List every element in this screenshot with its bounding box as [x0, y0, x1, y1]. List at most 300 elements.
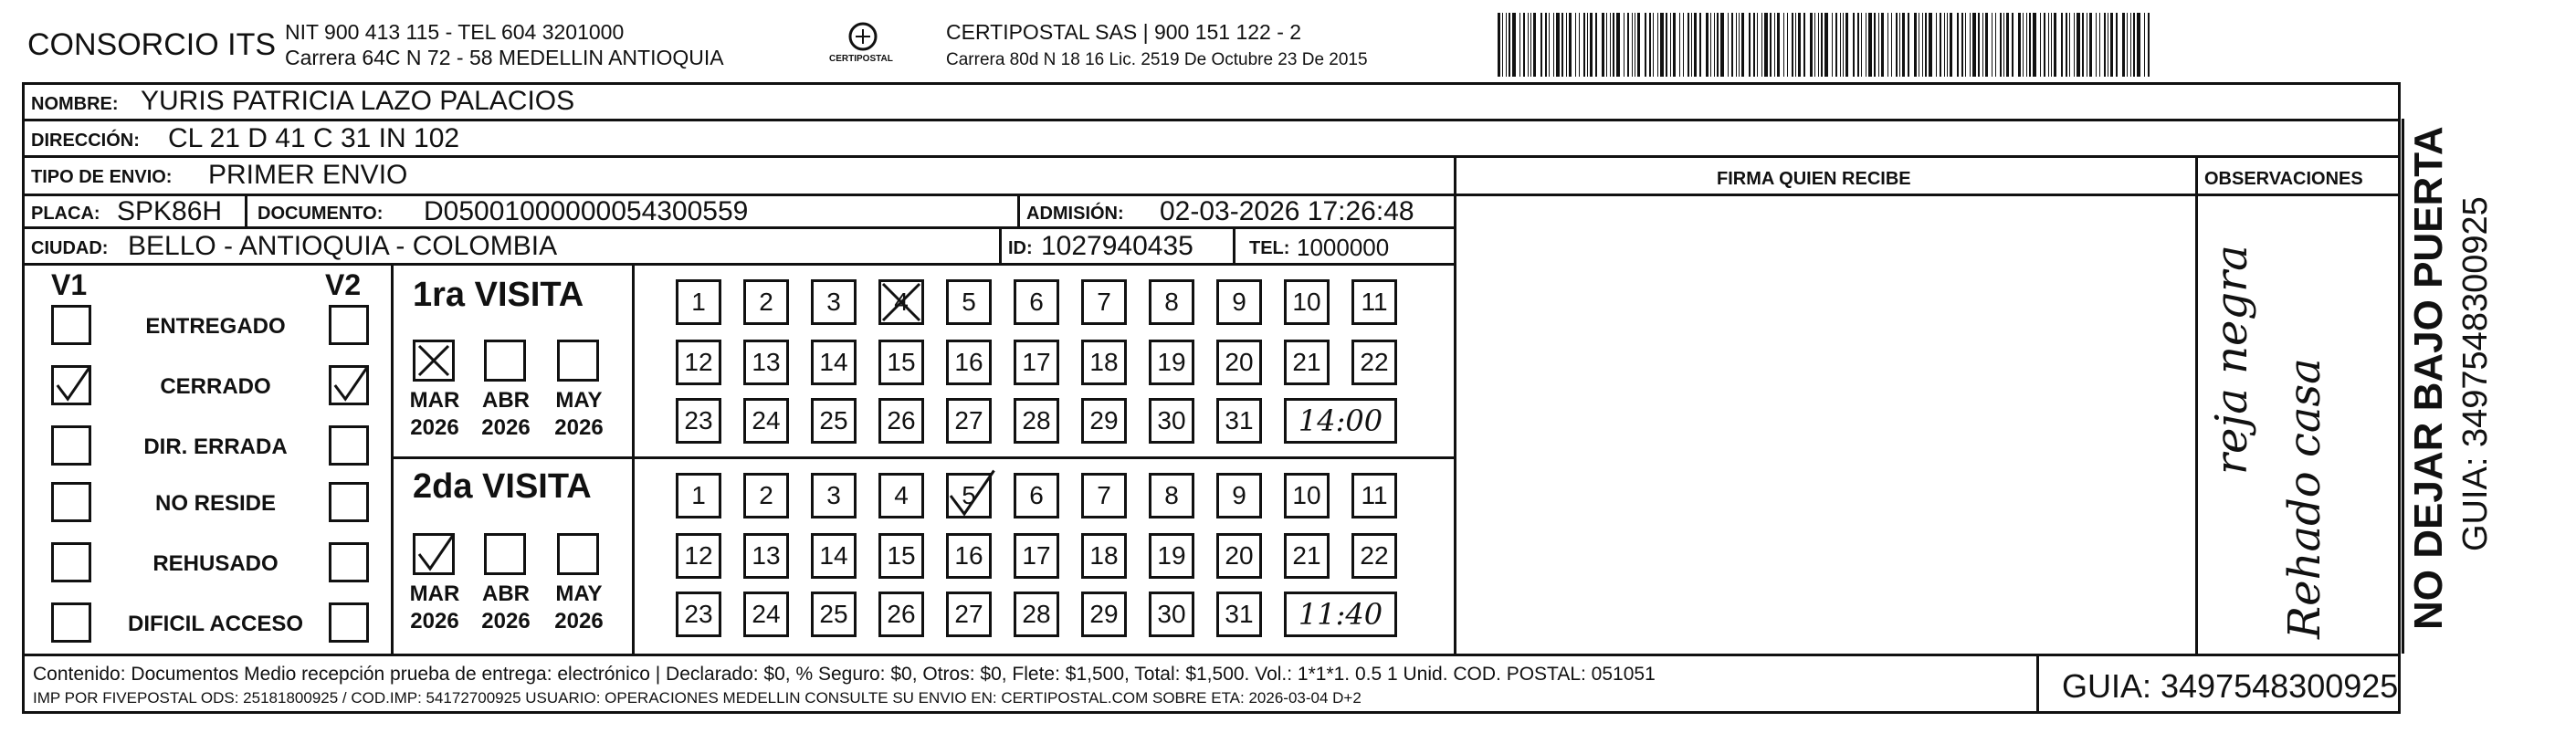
observaciones-header: OBSERVACIONES	[2204, 169, 2363, 189]
day-box[interactable]	[1014, 473, 1059, 518]
barcode-bar	[2040, 13, 2041, 77]
day-box[interactable]	[1149, 398, 1194, 444]
barcode	[1498, 13, 2155, 77]
barcode-bar	[2089, 13, 2092, 77]
day-box[interactable]	[811, 340, 857, 385]
ciudad-label: CIUDAD:	[31, 238, 109, 258]
barcode-bar	[1717, 13, 1719, 77]
barcode-bar	[1566, 13, 1567, 77]
day-number: 3	[826, 288, 841, 316]
barcode-bar	[1950, 13, 1952, 77]
day-number: 31	[1225, 406, 1254, 435]
barcode-bar	[1965, 13, 1966, 77]
day-box[interactable]	[811, 473, 857, 518]
month-checkbox[interactable]	[413, 533, 455, 575]
barcode-bar	[1691, 13, 1692, 77]
barcode-bar	[1530, 13, 1531, 77]
day-box[interactable]	[676, 473, 721, 518]
barcode-bar	[1845, 13, 1848, 77]
day-box[interactable]	[878, 533, 924, 579]
day-box[interactable]	[1149, 592, 1194, 637]
v1-checkbox[interactable]	[51, 542, 91, 582]
barcode-bar	[2044, 13, 2045, 77]
day-number: 23	[684, 406, 713, 435]
barcode-bar	[1602, 13, 1604, 77]
barcode-bar	[1970, 13, 1971, 77]
barcode-bar	[2012, 13, 2013, 77]
day-box[interactable]	[1284, 533, 1330, 579]
barcode-bar	[1627, 13, 1629, 77]
company-info-line-2: Carrera 64C N 72 - 58 MEDELLIN ANTIOQUIA	[285, 46, 724, 69]
day-box[interactable]	[878, 340, 924, 385]
month-name: MAR	[409, 388, 460, 413]
month-name: ABR	[482, 388, 530, 413]
check-mark-icon	[415, 536, 452, 572]
barcode-bar	[1770, 13, 1772, 77]
barcode-bar	[2033, 13, 2036, 77]
barcode-bar	[1982, 13, 1983, 77]
visit-time-box[interactable]: 11:40	[1284, 592, 1397, 637]
day-box[interactable]	[946, 473, 992, 518]
documento-label: DOCUMENTO:	[258, 204, 384, 224]
visit-2-title: 2da VISITA	[413, 467, 592, 506]
day-number: 21	[1292, 541, 1321, 570]
day-number: 31	[1225, 600, 1254, 628]
admision-label: ADMISIÓN:	[1026, 204, 1124, 224]
barcode-bar	[1821, 13, 1823, 77]
barcode-bar	[1761, 13, 1762, 77]
month-label	[542, 581, 615, 635]
v2-label: V2	[325, 268, 362, 301]
visit-time-box[interactable]: 14:00	[1284, 398, 1397, 444]
barcode-bar	[1523, 13, 1525, 77]
day-number: 21	[1292, 348, 1321, 376]
day-box[interactable]	[946, 398, 992, 444]
v1-checkbox[interactable]	[51, 425, 91, 466]
month-year: 2026	[481, 415, 531, 440]
day-box[interactable]	[743, 398, 789, 444]
barcode-bar	[1706, 13, 1709, 77]
day-box[interactable]	[1284, 279, 1330, 325]
barcode-bar	[1783, 13, 1784, 77]
barcode-bar	[1679, 13, 1680, 77]
visit-1-title: 1ra VISITA	[413, 276, 584, 314]
barcode-bar	[1936, 13, 1937, 77]
day-box[interactable]	[946, 592, 992, 637]
barcode-bar	[1899, 13, 1900, 77]
documento-value: D05001000000054300559	[424, 196, 749, 226]
day-number: 18	[1089, 348, 1119, 376]
day-box[interactable]	[1081, 340, 1127, 385]
day-box[interactable]	[878, 592, 924, 637]
barcode-bar	[1519, 13, 1520, 77]
barcode-bar	[1972, 13, 1976, 77]
day-box[interactable]	[1081, 398, 1127, 444]
day-number: 7	[1097, 481, 1111, 509]
day-box[interactable]	[743, 592, 789, 637]
day-number: 30	[1157, 406, 1186, 435]
day-box[interactable]	[1149, 340, 1194, 385]
barcode-bar	[2018, 13, 2021, 77]
barcode-bar	[1616, 13, 1620, 77]
day-box[interactable]	[878, 279, 924, 325]
day-box[interactable]	[676, 340, 721, 385]
barcode-bar	[1774, 13, 1775, 77]
month-year: 2026	[481, 609, 531, 634]
day-box[interactable]	[878, 473, 924, 518]
barcode-bar	[1590, 13, 1593, 77]
day-number: 3	[826, 481, 841, 509]
v1-checkbox[interactable]	[51, 365, 91, 405]
admision-value: 02-03-2026 17:26:48	[1160, 196, 1414, 226]
v2-checkbox[interactable]	[329, 482, 369, 522]
barcode-bar	[1509, 13, 1510, 77]
barcode-bar	[2122, 13, 2125, 77]
day-number: 20	[1225, 541, 1254, 570]
day-box[interactable]	[743, 533, 789, 579]
barcode-bar	[1764, 13, 1768, 77]
month-label	[542, 387, 615, 442]
month-checkbox[interactable]	[484, 533, 526, 575]
barcode-bar	[1853, 13, 1855, 77]
barcode-bar	[1922, 13, 1923, 77]
status-label: NO RESIDE	[154, 491, 277, 516]
ciudad-value: BELLO - ANTIOQUIA - COLOMBIA	[128, 231, 558, 261]
barcode-bar	[2099, 13, 2100, 77]
day-number: 29	[1089, 406, 1119, 435]
barcode-bar	[1810, 13, 1813, 77]
day-number: 26	[887, 406, 916, 435]
day-box[interactable]	[676, 398, 721, 444]
barcode-bar	[1757, 13, 1758, 77]
day-box[interactable]	[1216, 592, 1262, 637]
barcode-bar	[1569, 13, 1572, 77]
day-box[interactable]	[1284, 340, 1330, 385]
day-number: 26	[887, 600, 916, 628]
month-checkbox[interactable]	[484, 340, 526, 382]
barcode-bar	[1840, 13, 1841, 77]
barcode-bar	[1649, 13, 1651, 77]
barcode-bar	[1553, 13, 1554, 77]
barcode-bar	[1506, 13, 1507, 77]
day-box[interactable]	[1014, 279, 1059, 325]
barcode-bar	[1613, 13, 1614, 77]
barcode-bar	[2026, 13, 2027, 77]
barcode-bar	[1728, 13, 1729, 77]
barcode-bar	[1549, 13, 1550, 77]
barcode-bar	[1579, 13, 1580, 77]
day-box[interactable]	[1014, 398, 1059, 444]
day-box[interactable]	[946, 533, 992, 579]
day-number: 1	[691, 288, 706, 316]
barcode-bar	[1795, 13, 1796, 77]
day-number: 29	[1089, 600, 1119, 628]
barcode-bar	[2110, 13, 2113, 77]
day-number: 28	[1022, 600, 1051, 628]
month-label	[469, 387, 542, 442]
day-number: 2	[759, 481, 773, 509]
day-number: 8	[1164, 288, 1179, 316]
barcode-bar	[1881, 13, 1884, 77]
day-box[interactable]	[1014, 340, 1059, 385]
direccion-value: CL 21 D 41 C 31 IN 102	[168, 123, 460, 153]
barcode-bar	[2000, 13, 2002, 77]
day-box[interactable]	[1351, 533, 1397, 579]
day-number: 19	[1157, 541, 1186, 570]
v1-checkbox[interactable]	[51, 602, 91, 643]
day-box[interactable]	[1014, 533, 1059, 579]
barcode-bar	[1657, 13, 1658, 77]
barcode-bar	[2048, 13, 2049, 77]
barcode-bar	[2104, 13, 2106, 77]
barcode-bar	[1814, 13, 1815, 77]
barcode-bar	[1502, 13, 1503, 77]
v1-checkbox[interactable]	[51, 305, 91, 345]
certipostal-logo-text: CERTIPOSTAL	[829, 54, 893, 64]
barcode-bar	[1710, 13, 1711, 77]
barcode-bar	[1660, 13, 1664, 77]
barcode-bar	[1803, 13, 1805, 77]
barcode-bar	[1670, 13, 1671, 77]
barcode-bar	[1798, 13, 1801, 77]
day-box[interactable]	[676, 279, 721, 325]
month-checkbox[interactable]	[557, 340, 599, 382]
v2-checkbox[interactable]	[329, 542, 369, 582]
direccion-label: DIRECCIÓN:	[31, 131, 140, 151]
no-dejar-warning: NO DEJAR BAJO PUERTA	[2406, 126, 2451, 630]
placa-value: SPK86H	[117, 196, 223, 226]
day-box[interactable]	[811, 533, 857, 579]
day-number: 22	[1360, 348, 1389, 376]
barcode-bar	[1583, 13, 1585, 77]
barcode-bar	[1575, 13, 1576, 77]
barcode-bar	[1792, 13, 1793, 77]
barcode-bar	[2066, 13, 2067, 77]
barcode-bar	[1606, 13, 1607, 77]
day-box[interactable]	[1351, 279, 1397, 325]
barcode-bar	[1878, 13, 1879, 77]
nombre-label: NOMBRE:	[31, 94, 119, 114]
day-box[interactable]	[676, 592, 721, 637]
day-box[interactable]	[1081, 279, 1127, 325]
day-number: 12	[684, 541, 713, 570]
day-number: 9	[1232, 481, 1246, 509]
barcode-bar	[2096, 13, 2097, 77]
day-box[interactable]	[1081, 473, 1127, 518]
v2-checkbox[interactable]	[329, 602, 369, 643]
barcode-bar	[2130, 13, 2131, 77]
day-box[interactable]	[1351, 473, 1397, 518]
day-box[interactable]	[1216, 398, 1262, 444]
day-number: 24	[752, 406, 781, 435]
id-value: 1027940435	[1041, 231, 1193, 261]
day-box[interactable]	[743, 279, 789, 325]
day-box[interactable]	[1216, 340, 1262, 385]
barcode-bar	[1929, 13, 1932, 77]
month-label	[469, 581, 542, 635]
barcode-bar	[1632, 13, 1633, 77]
barcode-bar	[1978, 13, 1980, 77]
status-label: CERRADO	[160, 374, 271, 399]
v1-label: V1	[51, 268, 88, 301]
barcode-bar	[1818, 13, 1819, 77]
day-box[interactable]	[1081, 533, 1127, 579]
day-box[interactable]	[811, 592, 857, 637]
barcode-bar	[1561, 13, 1563, 77]
barcode-bar	[1868, 13, 1872, 77]
barcode-bar	[1714, 13, 1715, 77]
month-name: MAY	[555, 388, 603, 413]
v2-checkbox[interactable]	[329, 425, 369, 466]
day-box[interactable]	[1149, 473, 1194, 518]
barcode-bar	[1874, 13, 1876, 77]
day-number: 2	[759, 288, 773, 316]
barcode-bar	[2116, 13, 2118, 77]
day-number: 12	[684, 348, 713, 376]
barcode-bar	[1688, 13, 1689, 77]
day-number: 5	[962, 288, 976, 316]
barcode-bar	[1533, 13, 1536, 77]
day-box[interactable]	[1149, 533, 1194, 579]
day-box[interactable]	[1284, 473, 1330, 518]
barcode-bar	[1498, 13, 1500, 77]
day-box[interactable]	[743, 473, 789, 518]
day-box[interactable]	[1081, 592, 1127, 637]
day-box[interactable]	[676, 533, 721, 579]
barcode-bar	[1545, 13, 1547, 77]
day-box[interactable]	[946, 340, 992, 385]
month-label	[398, 387, 471, 442]
day-number: 7	[1097, 288, 1111, 316]
day-number: 1	[691, 481, 706, 509]
day-number: 11	[1361, 288, 1388, 316]
tipo-envio-value: PRIMER ENVIO	[208, 160, 408, 190]
barcode-bar	[1902, 13, 1905, 77]
day-number: 25	[819, 406, 848, 435]
month-year: 2026	[554, 415, 604, 440]
day-number: 28	[1022, 406, 1051, 435]
tel-value: 1000000	[1297, 234, 1390, 261]
day-number: 16	[954, 541, 983, 570]
id-label: ID:	[1008, 238, 1033, 258]
barcode-bar	[2137, 13, 2140, 77]
cross-mark-icon	[878, 279, 924, 325]
barcode-bar	[2133, 13, 2135, 77]
month-checkbox[interactable]	[413, 340, 455, 382]
barcode-bar	[1896, 13, 1898, 77]
month-name: ABR	[482, 581, 530, 606]
v2-checkbox[interactable]	[329, 305, 369, 345]
status-label: ENTREGADO	[145, 314, 286, 339]
day-number: 11	[1361, 481, 1388, 509]
barcode-bar	[1887, 13, 1888, 77]
day-box[interactable]	[1216, 533, 1262, 579]
side-guia: GUIA: 3497548300925	[2456, 196, 2495, 551]
day-number: 18	[1089, 541, 1119, 570]
day-box[interactable]	[946, 279, 992, 325]
status-label: DIR. ERRADA	[143, 435, 288, 459]
barcode-bar	[2029, 13, 2031, 77]
firma-header: FIRMA QUIEN RECIBE	[1717, 169, 1911, 189]
day-number: 25	[819, 600, 848, 628]
day-box[interactable]	[1014, 592, 1059, 637]
day-number: 27	[954, 600, 983, 628]
barcode-bar	[1944, 13, 1945, 77]
day-number: 17	[1022, 348, 1051, 376]
barcode-bar	[2069, 13, 2070, 77]
check-mark-icon	[946, 473, 992, 518]
day-number: 14	[819, 348, 848, 376]
barcode-bar	[1861, 13, 1862, 77]
day-number: 10	[1292, 288, 1321, 316]
day-number: 4	[894, 288, 909, 316]
barcode-bar	[1731, 13, 1733, 77]
check-mark-icon	[54, 368, 89, 403]
tel-label: TEL:	[1249, 238, 1290, 258]
barcode-bar	[1947, 13, 1948, 77]
barcode-bar	[1961, 13, 1963, 77]
barcode-bar	[1673, 13, 1676, 77]
barcode-bar	[1824, 13, 1828, 77]
day-box[interactable]	[811, 398, 857, 444]
barcode-bar	[1637, 13, 1640, 77]
v2-checkbox[interactable]	[329, 365, 369, 405]
month-checkbox[interactable]	[557, 533, 599, 575]
day-number: 6	[1029, 288, 1044, 316]
day-box[interactable]	[878, 398, 924, 444]
day-box[interactable]	[1149, 279, 1194, 325]
certipostal-info-line-2: Carrera 80d N 18 16 Lic. 2519 De Octubre 23 De 2015	[946, 50, 1368, 69]
placa-label: PLACA:	[31, 204, 100, 224]
day-number: 6	[1029, 481, 1044, 509]
company-name: CONSORCIO ITS	[27, 27, 277, 62]
nombre-value: YURIS PATRICIA LAZO PALACIOS	[141, 86, 575, 116]
barcode-bar	[2077, 13, 2080, 77]
day-number: 13	[752, 541, 781, 570]
day-box[interactable]	[743, 340, 789, 385]
barcode-bar	[1995, 13, 1996, 77]
check-mark-icon	[331, 368, 366, 403]
barcode-bar	[1914, 13, 1917, 77]
barcode-bar	[2061, 13, 2063, 77]
day-number: 24	[752, 600, 781, 628]
cross-mark-icon	[415, 342, 452, 379]
day-box[interactable]	[811, 279, 857, 325]
barcode-bar	[1908, 13, 1909, 77]
month-label	[398, 581, 471, 635]
day-box[interactable]	[1216, 279, 1262, 325]
day-box[interactable]	[1351, 340, 1397, 385]
barcode-bar	[2006, 13, 2009, 77]
barcode-bar	[1736, 13, 1737, 77]
month-year: 2026	[410, 609, 459, 634]
barcode-bar	[1694, 13, 1697, 77]
barcode-bar	[1749, 13, 1751, 77]
barcode-bar	[1666, 13, 1667, 77]
day-number: 15	[887, 541, 916, 570]
observaciones-handwriting-1: reja negra	[2206, 245, 2257, 475]
barcode-bar	[1835, 13, 1837, 77]
day-number: 4	[894, 481, 909, 509]
barcode-bar	[1720, 13, 1724, 77]
day-number: 17	[1022, 541, 1051, 570]
day-number: 23	[684, 600, 713, 628]
v1-checkbox[interactable]	[51, 482, 91, 522]
barcode-bar	[1528, 13, 1529, 77]
day-number: 30	[1157, 600, 1186, 628]
certipostal-logo	[822, 20, 904, 71]
day-box[interactable]	[1216, 473, 1262, 518]
